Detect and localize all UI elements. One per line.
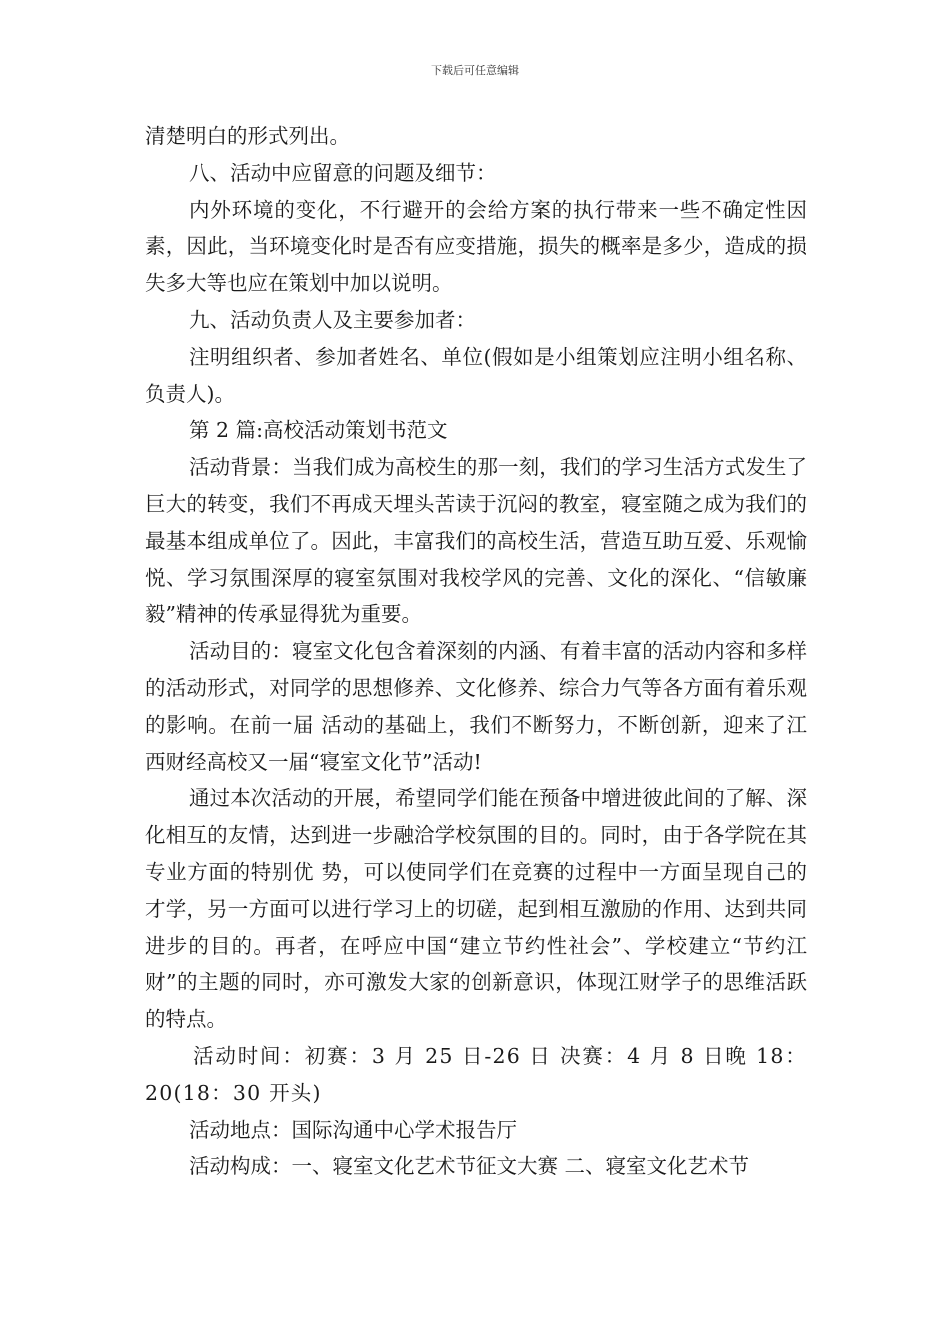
article-title: 第 2 篇:高校活动策划书范文 [189,418,448,443]
paragraph: 内外环境的变化，不行避开的会给方案的执行带来一些不确定性因素，因此，当环境变化时是否有应变措施，损失的概率是多少，造成的损失多大等也应在策划中加以说明。 [145,197,807,296]
page-header: 下载后可任意编辑 [431,64,519,77]
section-heading: 八、活动中应留意的问题及细节： [189,160,497,185]
paragraph: 注明组织者、参加者姓名、单位(假如是小组策划应注明小组名称、负责人)。 [145,344,807,406]
paragraph: 活动背景：当我们成为高校生的那一刻，我们的学习生活方式发生了巨大的转变，我们不再成天埋头苦读于沉闷的教室，寝室随之成为我们的最基本组成单位了。因此，丰富我们的高校生活，营造互助互爱、乐观愉悦、学习氛围深厚的寝室氛围对我校学风的完善、文化的深化、“信敏廉毅”精神的传承显得犹为重要。 [145,455,807,627]
paragraph: 活动地点：国际沟通中心学术报告厅 [189,1117,517,1142]
section-heading: 九、活动负责人及主要参加者： [189,307,476,332]
paragraph: 通过本次活动的开展，希望同学们能在预备中增进彼此间的了解、深化相互的友情，达到进一步融洽学校氛围的目的。同时，由于各学院在其专业方面的特别优 势，可以使同学们在竞赛的过程中一方面呈现自己的才学，另一方面可以进行学习上的切磋，起到相互激励的作用、达到共同进步的目的。再者，在呼应中国“建立节约性社会”、学校建立“节约江财”的主题的同时，亦可激发大家的创新意识，体现江财学子的思维活跃的特点。 [145,786,807,1032]
paragraph: 清楚明白的形式列出。 [145,124,350,148]
paragraph: 活动构成：一、寝室文化艺术节征文大赛 二、寝室文化艺术节 [189,1154,750,1179]
paragraph: 活动目的：寝室文化包含着深刻的内涵、有着丰富的活动内容和多样的活动形式，对同学的思想修养、文化修养、综合力气等各方面有着乐观的影响。在前一届 活动的基础上，我们不断努力，不断创新，迎来了江西财经高校又一届“寝室文化节”活动! [145,639,807,774]
paragraph: 活动时间：初赛：3 月 25 日-26 日 决赛：4 月 8 日晚 18：20(18：30 开头) [145,1043,807,1105]
document-body [145,118,807,1185]
